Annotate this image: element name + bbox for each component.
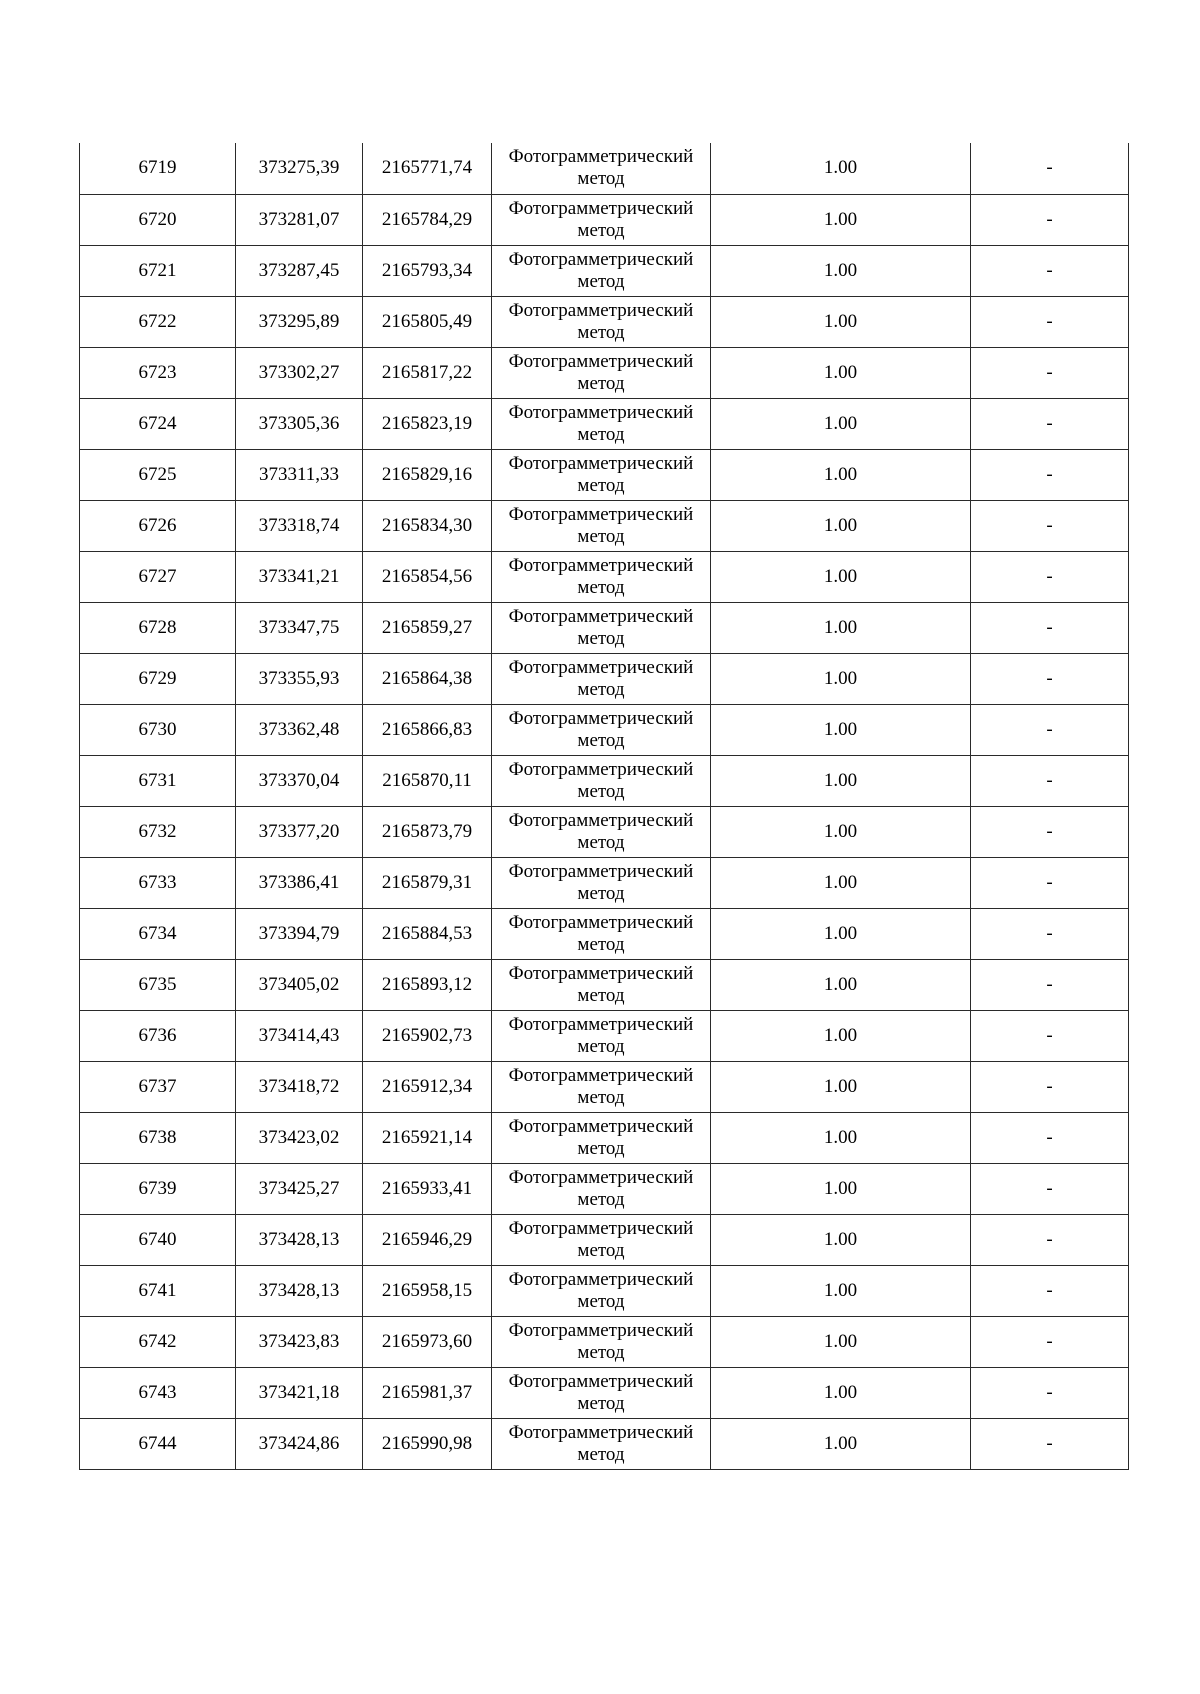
x-coordinate-cell: 373318,74 [236,500,363,551]
x-coordinate-cell: 373347,75 [236,602,363,653]
x-coordinate-cell: 373341,21 [236,551,363,602]
x-coordinate-cell: 373370,04 [236,755,363,806]
method-cell: Фотограмметрический метод [492,857,711,908]
point-number-cell: 6731 [80,755,236,806]
accuracy-cell: 1.00 [711,551,971,602]
accuracy-cell: 1.00 [711,143,971,194]
note-cell: - [971,755,1129,806]
point-number-cell: 6728 [80,602,236,653]
accuracy-cell: 1.00 [711,755,971,806]
x-coordinate-cell: 373275,39 [236,143,363,194]
point-number-cell: 6725 [80,449,236,500]
accuracy-cell: 1.00 [711,1316,971,1367]
method-cell: Фотограмметрический метод [492,602,711,653]
x-coordinate-cell: 373355,93 [236,653,363,704]
point-number-cell: 6720 [80,194,236,245]
point-number-cell: 6729 [80,653,236,704]
point-number-cell: 6736 [80,1010,236,1061]
note-cell: - [971,194,1129,245]
note-cell: - [971,908,1129,959]
accuracy-cell: 1.00 [711,1163,971,1214]
y-coordinate-cell: 2165884,53 [363,908,492,959]
method-cell: Фотограмметрический метод [492,755,711,806]
method-cell: Фотограмметрический метод [492,551,711,602]
x-coordinate-cell: 373295,89 [236,296,363,347]
note-cell: - [971,1061,1129,1112]
note-cell: - [971,857,1129,908]
accuracy-cell: 1.00 [711,398,971,449]
note-cell: - [971,398,1129,449]
x-coordinate-cell: 373362,48 [236,704,363,755]
point-number-cell: 6730 [80,704,236,755]
note-cell: - [971,704,1129,755]
accuracy-cell: 1.00 [711,1265,971,1316]
accuracy-cell: 1.00 [711,1061,971,1112]
y-coordinate-cell: 2165829,16 [363,449,492,500]
y-coordinate-cell: 2165864,38 [363,653,492,704]
table-row [80,1112,1129,1163]
note-cell: - [971,1265,1129,1316]
point-number-cell: 6727 [80,551,236,602]
note-cell: - [971,602,1129,653]
y-coordinate-cell: 2165990,98 [363,1418,492,1469]
point-number-cell: 6733 [80,857,236,908]
note-cell: - [971,500,1129,551]
note-cell: - [971,1163,1129,1214]
table-row [80,449,1129,500]
table-row [80,1316,1129,1367]
x-coordinate-cell: 373287,45 [236,245,363,296]
accuracy-cell: 1.00 [711,245,971,296]
method-cell: Фотограмметрический метод [492,1367,711,1418]
table-row [80,806,1129,857]
method-cell: Фотограмметрический метод [492,959,711,1010]
point-number-cell: 6744 [80,1418,236,1469]
accuracy-cell: 1.00 [711,1112,971,1163]
y-coordinate-cell: 2165893,12 [363,959,492,1010]
table-row [80,908,1129,959]
note-cell: - [971,296,1129,347]
x-coordinate-cell: 373386,41 [236,857,363,908]
table-row [80,1265,1129,1316]
point-number-cell: 6741 [80,1265,236,1316]
method-cell: Фотограмметрический метод [492,1112,711,1163]
y-coordinate-cell: 2165946,29 [363,1214,492,1265]
y-coordinate-cell: 2165902,73 [363,1010,492,1061]
table-row [80,194,1129,245]
note-cell: - [971,143,1129,194]
accuracy-cell: 1.00 [711,449,971,500]
point-number-cell: 6732 [80,806,236,857]
table-row [80,1367,1129,1418]
method-cell: Фотограмметрический метод [492,194,711,245]
method-cell: Фотограмметрический метод [492,1316,711,1367]
x-coordinate-cell: 373423,02 [236,1112,363,1163]
note-cell: - [971,449,1129,500]
accuracy-cell: 1.00 [711,296,971,347]
table-row [80,857,1129,908]
method-cell: Фотограмметрический метод [492,1061,711,1112]
table-row [80,1010,1129,1061]
method-cell: Фотограмметрический метод [492,1163,711,1214]
method-cell: Фотограмметрический метод [492,1418,711,1469]
table-row [80,245,1129,296]
point-number-cell: 6735 [80,959,236,1010]
note-cell: - [971,1316,1129,1367]
x-coordinate-cell: 373414,43 [236,1010,363,1061]
y-coordinate-cell: 2165805,49 [363,296,492,347]
y-coordinate-cell: 2165981,37 [363,1367,492,1418]
accuracy-cell: 1.00 [711,194,971,245]
note-cell: - [971,653,1129,704]
y-coordinate-cell: 2165973,60 [363,1316,492,1367]
table-row [80,1061,1129,1112]
method-cell: Фотограмметрический метод [492,653,711,704]
y-coordinate-cell: 2165879,31 [363,857,492,908]
note-cell: - [971,1214,1129,1265]
y-coordinate-cell: 2165921,14 [363,1112,492,1163]
x-coordinate-cell: 373421,18 [236,1367,363,1418]
x-coordinate-cell: 373281,07 [236,194,363,245]
point-number-cell: 6739 [80,1163,236,1214]
table-row [80,551,1129,602]
note-cell: - [971,1010,1129,1061]
note-cell: - [971,959,1129,1010]
y-coordinate-cell: 2165912,34 [363,1061,492,1112]
accuracy-cell: 1.00 [711,857,971,908]
y-coordinate-cell: 2165834,30 [363,500,492,551]
y-coordinate-cell: 2165958,15 [363,1265,492,1316]
accuracy-cell: 1.00 [711,1418,971,1469]
x-coordinate-cell: 373418,72 [236,1061,363,1112]
y-coordinate-cell: 2165771,74 [363,143,492,194]
x-coordinate-cell: 373405,02 [236,959,363,1010]
method-cell: Фотограмметрический метод [492,1214,711,1265]
note-cell: - [971,245,1129,296]
x-coordinate-cell: 373423,83 [236,1316,363,1367]
x-coordinate-cell: 373377,20 [236,806,363,857]
table-row [80,500,1129,551]
table-row [80,1418,1129,1469]
method-cell: Фотограмметрический метод [492,245,711,296]
y-coordinate-cell: 2165859,27 [363,602,492,653]
accuracy-cell: 1.00 [711,347,971,398]
y-coordinate-cell: 2165793,34 [363,245,492,296]
coordinates-table-body [80,143,1129,1469]
note-cell: - [971,806,1129,857]
point-number-cell: 6738 [80,1112,236,1163]
method-cell: Фотограмметрический метод [492,143,711,194]
y-coordinate-cell: 2165817,22 [363,347,492,398]
x-coordinate-cell: 373424,86 [236,1418,363,1469]
accuracy-cell: 1.00 [711,959,971,1010]
method-cell: Фотограмметрический метод [492,908,711,959]
x-coordinate-cell: 373305,36 [236,398,363,449]
accuracy-cell: 1.00 [711,1010,971,1061]
accuracy-cell: 1.00 [711,806,971,857]
method-cell: Фотограмметрический метод [492,806,711,857]
point-number-cell: 6724 [80,398,236,449]
point-number-cell: 6723 [80,347,236,398]
method-cell: Фотограмметрический метод [492,449,711,500]
table-row [80,959,1129,1010]
accuracy-cell: 1.00 [711,908,971,959]
point-number-cell: 6734 [80,908,236,959]
note-cell: - [971,1367,1129,1418]
table-row [80,1214,1129,1265]
table-row [80,398,1129,449]
table-row [80,143,1129,194]
point-number-cell: 6740 [80,1214,236,1265]
accuracy-cell: 1.00 [711,704,971,755]
point-number-cell: 6737 [80,1061,236,1112]
accuracy-cell: 1.00 [711,602,971,653]
accuracy-cell: 1.00 [711,653,971,704]
accuracy-cell: 1.00 [711,500,971,551]
x-coordinate-cell: 373425,27 [236,1163,363,1214]
table-row [80,602,1129,653]
coordinates-table [79,143,1129,1470]
table-row [80,653,1129,704]
point-number-cell: 6722 [80,296,236,347]
method-cell: Фотограмметрический метод [492,296,711,347]
point-number-cell: 6719 [80,143,236,194]
x-coordinate-cell: 373428,13 [236,1265,363,1316]
y-coordinate-cell: 2165873,79 [363,806,492,857]
table-row [80,347,1129,398]
method-cell: Фотограмметрический метод [492,704,711,755]
note-cell: - [971,1112,1129,1163]
note-cell: - [971,347,1129,398]
method-cell: Фотограмметрический метод [492,1010,711,1061]
note-cell: - [971,551,1129,602]
y-coordinate-cell: 2165854,56 [363,551,492,602]
y-coordinate-cell: 2165933,41 [363,1163,492,1214]
x-coordinate-cell: 373394,79 [236,908,363,959]
y-coordinate-cell: 2165866,83 [363,704,492,755]
method-cell: Фотограмметрический метод [492,500,711,551]
table-row [80,704,1129,755]
x-coordinate-cell: 373428,13 [236,1214,363,1265]
table-row [80,755,1129,806]
point-number-cell: 6743 [80,1367,236,1418]
point-number-cell: 6721 [80,245,236,296]
point-number-cell: 6742 [80,1316,236,1367]
method-cell: Фотограмметрический метод [492,1265,711,1316]
method-cell: Фотограмметрический метод [492,347,711,398]
table-row [80,296,1129,347]
accuracy-cell: 1.00 [711,1367,971,1418]
x-coordinate-cell: 373311,33 [236,449,363,500]
accuracy-cell: 1.00 [711,1214,971,1265]
table-row [80,1163,1129,1214]
point-number-cell: 6726 [80,500,236,551]
x-coordinate-cell: 373302,27 [236,347,363,398]
y-coordinate-cell: 2165870,11 [363,755,492,806]
note-cell: - [971,1418,1129,1469]
y-coordinate-cell: 2165823,19 [363,398,492,449]
y-coordinate-cell: 2165784,29 [363,194,492,245]
method-cell: Фотограмметрический метод [492,398,711,449]
